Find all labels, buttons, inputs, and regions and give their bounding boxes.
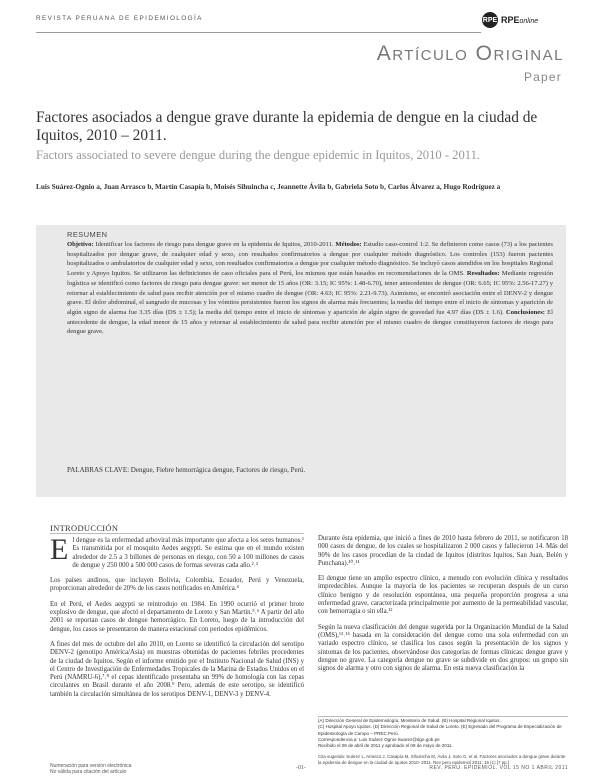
keywords-text: Dengue, Fiebre hemorrágica dengue, Factores de riesgo, Perú. <box>129 466 306 474</box>
suggested-citation: Cita sugerida: Suárez L, Arrasco J, Casapía M, Sihuincha M, Ávila J, Soto G, et al. Factores asociados a dengue grave durante la epidemia de dengue en la ciudad de Iquitos 2010- 2011. Rev peru epidemiol 2011; 15 (1) [7 pp.] <box>318 754 566 766</box>
objetivo-label: Objetivo: <box>67 241 94 248</box>
paragraph: A fines del mes de octubre del año 2010, en Loreto se identificó la circulación del serotipo DENV-2 (genotipo América/Asia) en muestras obtenidas de pacientes febriles procedentes de la ciudad de Iquitos. Según el informe emitido por el Instituto Nacional de Salud (INS) y el Centro de Investigación de Enfermedades Tropicales de la Marina de Estados Unidos en el Perú (NAMRU-6),⁷˒⁸ el cepas identificado presentaba un 99% de homología con las cepas circulantes en Brasil durante el año 2008.⁹ Pero, además de este serotipo, se identificó también la circulación simultánea de los serotipos DENV-1, DENV-3 y DENV-4. <box>50 640 304 698</box>
metodos-text: Estudio caso-control 1:2. Se definieron como casos (73) a los pacientes hospitalizados por dengue grave, de cualquier edad y sexo, con resultados confirmatorios a dengue por cualquier método diagnóstico. Los controles (153) fueron pacientes hospitalizados o ambulatorios de cualquier edad y sexo, con resultados confirmatorios a dengue por cualquier método diagnóstico. Se incluyó casos atendidos en los hospitales Regional Loreto y Apoyo Iquitos. Se utilizaron las definiciones de caso oficiales para el Perú, los mismos que están basados en recomendaciones de la OMS. <box>67 241 553 278</box>
paragraph: Los países andinos, que incluyen Bolivia, Colombia, Ecuador, Perú y Venezuela, proporcionan alrededor de 20% de los casos notificados en América.⁴ <box>50 577 304 593</box>
objetivo-text: Identificar los factores de riesgo para dengue grave en la epidemia de Iquitos, 2010-2011. <box>93 241 336 248</box>
paragraph: En el Perú, el Aedes aegypti se reintrodujo en 1984. En 1990 ocurrió el primer brote explosivo de dengue, que afectó el departamento de Loreto y San Martín.⁵˒⁶ A partir del año 2001 se reportan casos de dengue hemorrágico. En Loreto, luego de la introducción del dengue, los casos se presentaron de manera estacional con periodos epidémicos. <box>50 600 304 633</box>
drop-cap: E <box>50 533 69 566</box>
metodos-label: Métodos: <box>335 241 362 248</box>
title-english: Factors associated to severe dengue during the dengue epidemic in Iquitos, 2010 - 2011. <box>36 148 481 162</box>
affiliation-rule <box>318 716 568 717</box>
logo-text-bold: RPE <box>501 15 520 25</box>
body-column-right <box>318 535 568 680</box>
correspondence-line: Correspondencia a: Luis Suárez Ognio lsuarez@dge.gob.pe <box>318 736 440 742</box>
footer-journal-issue: REV. PERU. EPIDEMIOL. VOL 15 NO 1 ABRIL 2011 <box>429 765 568 771</box>
keywords-label: PALABRAS CLAVE: <box>67 466 130 474</box>
paragraph: Según la nueva clasificación del dengue sugerida por la Organización Mundial de la Salud (OMS),¹³˒¹⁴ basada en la consideración del dengue como una sola enfermedad con un variado espectro clínico, se clasifica los casos según la presentación de los signos y síntomas de los pacientes, observándose dos categorías de formas clínicas: dengue grave y dengue no grave. La categoría dengue no grave se subdivide en dos grupos: un grupo sin signos de alarma y otro con signos de alarma. En esta nueva clasificación la <box>318 623 568 673</box>
intro-heading: INTRODUCCIÓN <box>50 523 119 533</box>
received-line: Recibido el 08 de abril de 2011 y aprobado el 08 de mayo de 2011. <box>318 743 453 749</box>
affiliation-line: (C) Hospital Apoyo Iquitos. (D) Dirección Regional de Salud de Loreto. (E) Egresado del Programa de Especialización de Epidemiología de Campo – PREC Perú. <box>318 724 562 736</box>
resultados-label: Resultados: <box>466 270 500 278</box>
paragraph-text: l dengue es la enfermedad arboviral más importante que afecta a los seres humanos.¹ Es transmitida por el mosquito Aedes aegypti. Se estima que en el mundo existen alrededor de 2.5 a 3 billones de personas en riesgo, con 50 a 100 millones de casos de dengue y 250 000 a 500 000 casos de formas severas cada año.²˒³ <box>72 537 304 569</box>
author-list: Luis Suárez-Ognio a, Juan Arrasco b, Martín Casapía b, Moisés Sihuincha c, Jeannette Ávila b, Gabriela Soto b, Carlos Álvarez a, Hugo Rodríguez a <box>36 182 501 191</box>
paragraph: El dengue tiene un amplio espectro clínico, a menudo con evolución clínica y resultados impredecibles. Aunque la mayoría de los pacientes se recuperan después de un curso clínico benigno y de resolución espontánea, una pequeña proporción progresa a una enfermedad grave, caracterizada principalmente por aumento de la permeabilidad vascular, con hemorragia o sin ella.¹² <box>318 575 568 616</box>
title-spanish: Factores asociados a dengue grave durante la epidemia de dengue en la ciudad de Iquitos, 2010 – 2011. <box>36 109 538 144</box>
abstract-body <box>67 240 553 337</box>
logo-text <box>501 15 538 25</box>
footer-note-line: Numeración para versión electrónica <box>50 763 132 769</box>
footer-note <box>50 763 131 775</box>
logo-text-italic: online <box>519 18 539 25</box>
keywords <box>67 466 553 474</box>
journal-name: REVISTA PERUANA DE EPIDEMIOLOGÍA <box>36 15 203 22</box>
journal-logo <box>482 12 538 28</box>
article-subtype: Paper <box>523 70 562 84</box>
abstract-heading: RESUMEN <box>67 230 108 239</box>
paragraph: Durante ésta epidemia, que inició a fines de 2010 hasta febrero de 2011, se notificaron 18 000 casos de dengue, de los cuales se hospitalizaron 2 000 casos y fallecieron 14. Más del 90% de los casos procedían de la ciudad de Iquitos (distritos Iquitos, San Juan, Belén y Punchana).¹⁰˒¹¹ <box>318 535 568 567</box>
footer-note-line: No válida para citación del artículo <box>50 769 127 775</box>
body-column-left <box>50 533 304 706</box>
paragraph <box>50 533 304 570</box>
header-rule <box>36 32 481 33</box>
conclusiones-text: El antecedente de dengue, la edad menor de 15 años y retornar al establecimiento de salud para recibir atención por el mismo cuadro de dengue constituyeron factores de riesgo para dengue grave. <box>67 308 553 336</box>
article-type: Artículo Original <box>376 42 564 65</box>
affiliation-line: (A) Dirección General de Epidemiología, Ministerio de Salud. (B) Hospital Regional Iquitos. <box>318 718 501 723</box>
page-number: -01- <box>296 765 306 771</box>
affiliations <box>318 718 570 749</box>
resultados-text: Mediante regresión logística se identificó como factores de riesgo para dengue grave: ser menor de 15 años (OR: 3.15; IC 95%: 1.48-6.70), tener antecedentes de dengue (OR: 6.65; IC 95%: 2.56-17.27) y retornar al establecimiento de salud para recibir atención por el mismo cuadro de dengue (OR: 4.63; IC 95%: 2.21-9.73). Asimismo, se encontró asociación entre el DENV-2 y dengue grave. El dolor abdominal, el sangrado de mucosas y los vómitos persistentes fueron los signos de alarma más frecuentes; la media del tiempo entre el inicio de síntomas y aparición de algún signo de alarma fue 3.35 días (DS ± 1.5); la media del tiempo entre el inicio de síntomas y aparición de algún signo de gravedad fue 4.97 días (DS ± 1.6). <box>67 270 554 316</box>
conclusiones-label: Conclusiones: <box>506 308 545 316</box>
logo-mark: RPE <box>482 12 498 28</box>
intro-rule <box>50 533 304 534</box>
